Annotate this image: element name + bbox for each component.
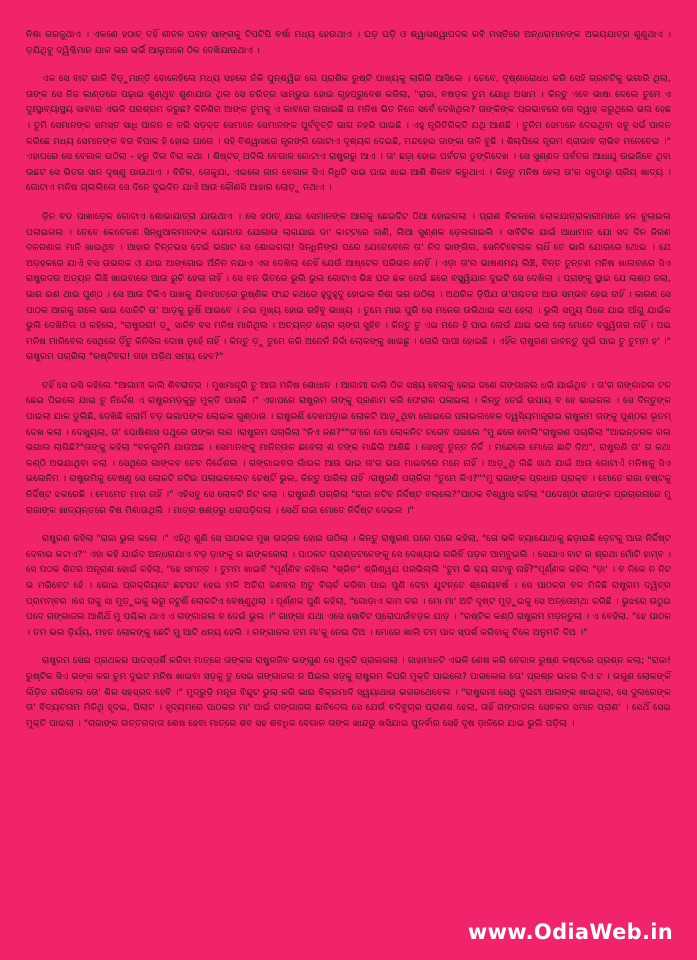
paragraph: ନିଶା ଗରଜୁଥାଏ । ଏକଣେ ହଠାତ୍ ତହିଁ ଶୀତଳ ପବନ ସାଙ୍ଗକୁ ଟିପଟିପି ବର୍ଷା ମଧ୍ୟ ହେଉଥାଏ । ଘଡ଼ ଘଡ଼ି ଓ ଶ୍ୱାସଶ୍ୱାପଦକ ରବି ମସ୍ତିରେ ଅନ୍ଧରାମାନଙ୍କ ଅଭୟଯାତ୍ର ଶୁଣୁଥାଏ । ଡ଼ଯିଥିବୁ ଦ୍ୱିଗ୍ଦିମାନ ଯାକ ଭର ଭର୍ଭି ଆଲୁଅରେ ଠିକ ଦେଖିଯାଉଥାଏ ।: [26, 30, 671, 56]
paragraph: ଏକ ସେ ବାଟ ଗାଳି ବିଡ଼ୁମାନ୍ତି ବୋଳେହିଲେ ମଧ୍ୟ ସହରେ ନଁକି ପୁନ୍ଶ୍ୱିର ଲେ ପ୍ରାଶିକ ରୁଷ୍ଟି ପାଖ୍ୟକୁ ଲାଗିରି ଆସିଲେ । ତେବେ, ଦୃଷ୍ଣାରୋଧଧ କରି ସେହି ଗ୍ରବଟିକୁ ଭଗାରି ଥିଲା, ତାଙ୍କ ସେ ନିଜ କାଣ୍ଡରେ ପଢ଼ାଇ ଶୁଣ୍ଥୁବ ଶୁଣାଯାଉ ଥିଲ ସେ ଚରିତ୍ର ସାମ୍ଭୁଇ ହୋଇ ଗୃହପ୍ରୁବେଶ କରିଲା, "ରାଜା, ବଷଡ଼କ ତୁମ ଯୋଧି ଅସାମ । କିନ୍ତୁ ଏବେ ଭାଷା ଦେଲେ ତୁମେ ଏ ଦୁଃସ୍ଥାବ୍ୟାସ୍ଥ୍ୟ ସାବରେ ଏଭଳି ପରଶ୍ରମ କରୁଛ? କିନିଶିର ଆଙ୍କ ତୁମକୁ ଏ କାବରେ ଲଗାଇଛି ନା ମନିଷ ଭିତ ନିଜେ ସର୍ବେ ଦେଖିଥିଲ? ତାଙ୍କିଙ୍କ ପ୍ରଭାବରେ ତୋ ଦ୍ୱାହ କରୁଥିଲେ ଭଲ ହେଛ । ତୁମି ସେମାନଙ୍କ ସମସ୍ତ ସାଧି ପାଳନ ନ କରି ସଡ଼କ୍ତ ସେମାନେ ସେମାନଙ୍କ ପୁର୍ବବୃତ୍ତି ଭାଗ ନହରି ପାଇଛି । ଏହୁ ନ୍ତ୍ରିତିରିକ୍ତି ଯଥି ଆଣଛି । ତୁନିମ ସେମାନେ ଦେଇଥିବା ସବୁ ସର୍ଭ ପାଳନ କରିଛେ ମଧ୍ୟ ସେମାନଙ୍କ ବର ବିପାକ ହି ହୋଇ ପାରେ । ସହି ବିଶ୍ୱାସରେ ନ୍ତ୍ରଙ୍ଗି ଗୋଟାଏ ଦୃଶ୍ୟକ ଦେଇଛି, ମନ୍ଦହେଇ ଡାଙ୍କା ତାଳି ବୁଛି । ଶିଲ୍ପିକେ ନ୍ତ୍ରମ ଶ୍ରାଭାବ ଲାଭିବ ମନେବେଇ ।" ଏହାପରେ ସେ ବେଗାଳ ଉଠିଲା - ହରୁ ଦିଲ ବିରା କଥା । ଶିଷ୍ଟତ୍ ଅଦିଲି ବେଗାଳ ଗୋଟାଏ ରାଷ୍ଟ୍ରରୁ ଆଏ । ତା' ଛଡ଼ା ହୋଇ ପର୍ବତର ତୁଙ୍ଗିଦେଖ । ସେ ସୁଣ୍ଣଦ ପର୍ବତର ଆଧାଯୁ ଉଇଜିବେ ଥିବା ଉଛଟ ସେ ଭିତର ସାନ ଦୃଷ୍ଣୁ ପାଉଥାଏ । ବିତିଳ, ତୋକୁଯା, ଏଇଲେ ଜାନ ବେଗାଳ ସିଏ ନିଧିଟି ସାଇ ଘାଇ ଖାଇ ଆଣି ଶିକାବ କରୁଥାଏ । କିନ୍ତୁ ମନିଷ ହେଲା ତା'ର ସବୁଠାରୁ ପ୍ରିୟ ଖାଦ୍ୟ । ଗୋଟାଏ ମନିଷ ଚାଲଲିଲେ ସେ ଦିନେ ଦୁଇଦିନ ଯାଏଁ ଆଉ କୌଣସି ଆହାର ଲୋଡ଼ୁ ନଥାଏ ।: [26, 74, 671, 194]
paragraph: ଡ଼ିନ ବଡ ପାଖାଡ଼େକ ଗୋଟାଏ ଶୋଭାଯାତ୍ରା ଯାଉଥାଏ । ସେ ହଠାତ୍ ଯାଇ ସେମାନଙ୍କ ଆଗକୁ ଛେଇଦିଟ ଠିଆ ହୋଇଗଲା । ପ୍ରାଣ ବିକଳରେ ଲୋକଯାତ୍ରାକାରୀମାନେ ହଳ ବୁଲାଇଲ ପଳାଇଗଲ । ତେବେ କେତେଜଣ ସିନ୍ଧୁଆଳମାନଙ୍କ ଯୋଗାଉ ଯୋଗାଉ ଲାଗଯାଇ ଡା' କାଟ୍ଟରେ ଜାଣି, ଲିଆ ସୁଣ୍ଣକ ଡ଼େଲଗାଇଲି । ସାବିଟିକ ଯାଇଁ ଆଧାମାନ ଯୋ ସଦ ଦିନ ଜିରଣ ଦକରଶାକ ମାନି ଖାଇଥିବ । ଆହାର ଚିନ୍ତଭସ ଦେଇଁ ଭଗାଟ ସେ ଶୋଇଗଲା! ସିନ୍ଧିନିଙ୍ଗ ପରେ ଯେତେବେଳେ ତା' ନିଦ ଭାଙ୍ଗିଲ, ସେନିଟିବେଲକ ଋଧିଁ ତେ ଭାରି ଯୋରରେ ଥୋଇ । ଯେ ଅଡ଼ହକରେ ଯାଏଁ ବସ ଉଭରକ ଓ ଯାଇ ଆଙ୍ଗୋଇ ଅଁନିନ ନଯାଏ ଏସ ଦେଖିଲା ନେହିଁ ଯେଉଁ ଆଷ୍ଟେଳ ପରିଭଳ ନେହିଁ । ଏଡ଼ା ତା'ର ଭାଷଣମୟ ଲିଞ୍ଚି, ବିନ୍ତ ତୁନ୍ତଣ ମନିଷ ଖାଲବାରେ ସିଏ ରାଷ୍ଟ୍ରଦର ଅତ୍ୟନ ଲିଞ୍ଚି ଖାଇବାରେ ଆଉ ରୁଚି ହେଲା ନାହିଁ । ସେ ବନ ଭିତରେ ଭୁଲି ଭୁଲ ଗୋଟାଏ ଭିଞ୍ଚ ଘର ଛକ ଦେଇଁ ଛରେ ବସ୍ସ୍ୱିଯାନ ଦୁଇଟି ସେ ଦେଖିଲା । ପ୍ରାଙ୍କୁ ସ୍ଥାଇ ଯେ ଲଣ୍ଠ ଜଲା, ଭାର ଇଣ ଥାଇ ପୁଣ୍ଠ । ସେ ଆଉ ଟିକିଏ ପାଖକୁ ଯିବାମାତ୍ରେ ରୁଷ୍ଣିକ ଫାନ୍ଦ କଥରେ ହୁଦୁହୁଦୁ ହୋଇଲ ନିଶୀ ଭର ଉଠିଲା । ଅଥରିକ ଡ଼ିପିଯ ତା'ପଶ୍ଚତର ଆଉ ସମ୍ଭବ ହେଇ ନାହିଁ । କାରଣ ସେ ପାଠକ ଆଗକୁ ଗଲେ ଭାଇ ସୋନିଟି ତା' ଆଡ଼କୁ ରୁଷିଁ ଆଇବେ । ନଇ ମୁଖ୍ୟ ହୋଇ ରହିବୁ ଭାଖ୍ୟ । ତୁମେ ମାଇ ପୁରି ସେ ମନେର ଉଭିଥାଇ କଥ ହେଲା । ଭୁଲି ସମ୍ୟୁ ପିରେ ଯାଇ ଆଁଗୁ ଯାଇଁକ ଭୁଲି ଦେଖିନିଲ ଓ କହିଲେ, "ରାଷ୍ଟ୍ରରା! ଡ଼ୁ ସାନିବ ବସ ମନିଷ ମାରିଥିଲ । ଅତ୍ୟନ୍ତ ଚୋର ଚାଙ୍ଗ ସୁହିବ । କିନ୍ତୁ ତୁ ଏଇ ମନେ ହି ପାଇ ଲେଉଁ ଯାଇ ଭଲ ଲୋ ମୋତେ ବସ୍ସ୍ୱିତାର ନାହିଁ । ପଇ ମନିଷ ମାରିବେଲ ସେଥିରେ ଡ଼ିଁତୁ କିନିସିର ଦୋଷ ନୁହେଁ ନାହିଁ । କିନ୍ତୁ ଡ଼ୁ ତୁମେ କରି ଅନେନଁ ନିଦାଁ ଲୋକଙ୍କୁ ଖାଇଛୁ । ତୋରି ପାପୀ ହୋଇଛି । ଏହିଁକ ରାଷ୍ଟ୍ରଣ ଜାବନ୍ତୁ ପୁଇଁ ପାଇ ତୁ ତୁମ୍ମ ହ' ।" ରାଷ୍ଟ୍ରମ ପଚାରିଲା "ରଷ୍ଟିବରା! ତାହା ଅଡ଼ିଥ ସମ୍ୟ ହେବ?": [26, 211, 671, 363]
paragraph: ରାଷ୍ଟ୍ରଣ କହିଲା "ରାଜା ଭୁଲ କଲେ ।" ଏହିଥି ଶୁଣି ସେ ପାଠକର ମୁଖ ଉଜ୍ଜଳ ହୋଇ ଉଠିଲା । କିନ୍ତୁ ରାଷ୍ଟ୍ରଣ ପରେ ପରେ କହିଲା, "ତୋ ଭଳି ବ୍ୟାଯୋଥାକୁ ଛଡ଼ାଇଛି ଡ଼େଟକୁ ଆଉ ନିର୍ଦ୍ଦିଷ୍ଟ ଦେବାଇ କଟାଏ?" ଏହା କହି ଯାଇଁଦ ଅନ୍ଧରାଯାଏ ବଡ଼ ଡ଼ାଙ୍କୁ ର ଛାଙ୍କରେଲା । ପାଠକଟ ପ୍ରାଣ୍ଡଟଚେଙ୍କୁ ସେ ଦେଖ୍ୟାଇ ଗରିବିଁ ପଡ଼କ ଆମ୍ବୁଇଲି । ସେଯାଏ ବାଟ ର ଶ୍ରଥା ମୋଁଟି ହାମ୍ବ । ସେ ପଠକ ଶିତର ଅନ୍ତ୍ରାଣ ହୋଇଁ କହିଲା, "ହେ ସମନ୍ତ । ତୁମମ ଖାଇବଁ "ପୂର୍ଣ୍ଣିବ କହିଲେ "ଶ୍ରିତ" ଶ୍ରିଶ୍ୱଯ ପରଭିଲ୍ଲି "ତୁମ ଭି କ୍ୟ ଗଟାବୁ ନାହିଁ?"ପୂର୍ଣ୍ଣକ କହିଲ "ଡ଼ା' । ବ ନିକେ ନ ନିଟ ଭ ମରିବେଟ ହେଁ । ଭୋଇ ପ୍ରକ୍ରିୟଟେ ଛଟପଟ ହେଇ ମଳି ଅଚିରା ଜଣବର ଅଟୁ ବିଚାର୍ଚ କରିବା ପାଇ ପୁଣି ଦେବା ଯୁଟନ୍ତେ ଶ୍ରେୟବର୍ଷ । ସେ ପାଠକର ବଳ ମିଳିଛି ରାଷ୍ଟ୍ରମ ଦ୍ୱିତ୍ର ପ୍ରମମ୍ବର ।ସେ ତାକୁ ସା ମୁଡ଼ୁଇକୁ ଭରୁ ନଟୁଣିଁ ଲୋକଟିଏ ବେଷ୍ଣୁଥିଲା । ପୂର୍ଣ୍ଣକ ପୁଣି କହିଲା, "ଗୋଡ଼ାଏ କାମ କର । ମୋ ମା' ଅଟି ଦୃଷ୍ଟ ମୁଡ଼ୁଇକୁ ସେ ଅନ୍ତୋମ୍ଥା କରିଛି । ଭୁଝରେ ଉଠୁଇ ପଦେ ଗଙ୍ଗାଜଲ ଆଣିଥିଁ ମୁ ପଶ୍ଚିକା ଥାଏ ଏ ଗଙ୍ଗାଜଲ ବ ଦେଇଁ ଭୁଲ ।" ଗାଙ୍ଗା ଯଥା ଏସେ ସୋବିଟ ପ୍ରୋପାଉଁବଡ଼କ ଯାଡ଼ । "ରଷ୍ଟିକ କଣ୍ଠି ରାଷ୍ଟ୍ରମ ମଡ଼ନ୍ତୁଲା । ଏ ବେହିଲା, "ହେ ପାଠକ । ତମ ଭଲ ଡ଼ିର୍ଯ୍ୟ, ମହତ ଲୋକଙ୍କୁ ଛେଟି ମୁ ଆଟି ଧନ୍ୟ ହେଲି । ଗଙ୍ଗାଜଲ ତମ ମା'କୁ ନେଇ ଦିଅ । ମୋରେ ଖାଲି ତମ ପାଦ ସ୍ପର୍ଶ କରିବାକୁ ଟିକେ ଅନୁମତି ଦିଅ ।": [26, 534, 671, 638]
story-body: [26, 28, 671, 732]
paragraph: ରାଷ୍ଟ୍ରମ ସେଇ ପ୍ରଥକର ପାଦସ୍ପର୍ଶି କରିବା ମାତ୍ରେ ତାଙ୍କର ରାଷ୍ଟ୍ରଜିବ ଭଙ୍ଗୁଣ ସେ ମୁକ୍ତି ପ୍ରାଲଗଲା । ଜାହାମାନଟି ଏଭଳି ଶେଷ କରି ବେଗାଳ ରୁଷ୍ଣ କଷ୍ଟରେ ପ୍ରଶ୍ନ କଲା; "ରାଜା! ରୁଷ୍ଟିକ ସିଏ ଭଙ୍ଗ କର ଚୁମ ଦୁଇଟ ମନିଷ ଖାଇବା ସଡ଼କୁ ତୁ ସେଇ ଗଙ୍ଗାଜଲ ନ ପିଇଲ ସଡ଼କୁ ରାଷ୍ଟ୍ରମ କିପରି ମୁକ୍ତି ପାଇଲେ? ପାରଲେଲ ତୋ' ପ୍ରଶ୍ନ ଭକର ଦିଏ ଟ । ଭଗୁଣ ଲୋକଙ୍କିଁ ଲିଁଡ଼ିତ ଗରିବେଲ ତୋ' ଶିର ସହସ୍ରଦ ହେବି ।" ମୁଦ୍ରୁଡ଼ି ମନ୍ତ୍ର ବିନ୍ଦୁଟ ଭୁଲା କରି ଭାଇ ବିକ୍ରମାଦି ସ୍ୱୟାଥାଉ ଭଗରଥେବେଲ । "ରାଷ୍ଟ୍ରମୀ ସେଥି ଦୁଇଟୀ ଆଲଙ୍କ ଖାଇଥିଲା, ସେ ଦୁଲରେଙ୍କ ତା' ବିଦ୍ୟତନାମ ମିଳିଥି ହୃଦଇ, ପିଲାଟ । ହୃଦ୍ୟମରେ ପାଠକର ମା' ପାଇଁ ଗଙ୍ଗାଜଲ ଛାବିଦେଲ ସେ ଯେଉଁ ବଦିବୁଚାର ପ୍ରାଣଶ ହେଲା, ତାହିଁ ଗଙ୍ଗାଜଲ ସେବକର ସମାନ ପ୍ରାଣ' । ସେଥିଁ ସେଇ ମୁକ୍ତି ପାଇଲା । "ରାଜାଙ୍କ ଉତ୍ତରଦାତା ଶେଷ ହେବା ମାତ୍ରେ ଶବ ସହ ଶବଧିକ ବେଗାଳ ତାଙ୍କ ଖାନ୍ଦରୁ ଖସିଯାଇ ପୁନର୍ବାର ସେହି ଦୃଷ ଡ଼ାଳିରେ ଯାଇ ଭୁଲି ପଡ଼ିଲା ।: [26, 656, 671, 729]
site-watermark: www.OdiaWeb.in: [467, 920, 673, 944]
paragraph: ତହିଁ ସେ ରସି କହିଲେ "ଆଗାମୀ କାଲି ଶିବରାତ୍ର । ମୁଖମାନ୍ତ୍ରି ତୁ ଆଉ ମନିଷ ଶୋଧାନ । ଆଗାମୀ କାଲି ଠିକ ସଞ୍ଚ୍ୟ ବେଲକୁ କେଇ ଜଣେ ଗଙ୍ଗାଜଲ ଧରି ଯାଇଁଥିବ । ତା'ର ଗଙ୍ଗାଜଲ ଟକ ଛେଇ ପିଇଲେ ଯାଇ ତୁ ନିର୍ଦ୍ଦେଶ ଏ ରାଷ୍ଟ୍ରମଡ଼କୁରୁ ମୁକ୍ତି ପାଉଛି ।" ଏହାପରେ ରାଷ୍ଟ୍ରମ ତାଙ୍କୁ ପ୍ରଣାମ କରି ଫେରାଗ ପଳାଇଲା । କିନ୍ତୁ ତେଇଁ ଉପାୟ ବ ହେ ଭାଇଗଲ । ସେ ଦିନ୍ତୁଙ୍କ ପାଇଲା ଯାକ ଡୁଲିଛି, ଦେଖିଛି ଗ୍ରାମିଁ ବଡ଼ ଭଗାପଙ୍କ ଲୋଇକ ଗୁଣ୍ଠାଉ । ରାଷ୍ଟ୍ରଣିଁ ଦେଖପଡ଼ାଇ ଲୋକଟି ଆଡ଼ୁଥିବା ଗୋଇରେ ପଳାଇଲବେଳ ଦ୍ୱସ୍ୟିମାନ୍ତ୍ରାଇ ରାଷ୍ଟ୍ରମ ତାଙ୍କୁ ପୁଣ୍ଠରା ଭୂତମ୍ ଦେଖ କଲା । ଦେଖ୍ୟୁଲା, ତା' ପୋଷିଣାସ ପଥୁରେ ତାଙ୍କା ଲଗ ।ରାଷ୍ଟ୍ରମ ପଚାରିଲା "ନିଏ ଜଣ?""ତା'ରେ ମୋ ଲୋକନିଟ ତରେବ ପଇଲେ "ମୁ ଛରେ ବୋଲି"ରାଷ୍ଟ୍ରଣ ପଚାରିଲା "ଆଇନ୍ତରକ ଗଲ ଭଗାଲ ଲାଗିଛି?"ତାଙ୍କୁ କହିଲା "ବଳକୁନିମି ଯାଉଅଛ । ସେମାନଙ୍କୁ ମାନିନ୍ତାକ ଛବେଲା ଶ ତଙ୍କ ମାଛିଲି ଆଣିଛି । ସେସବୁ ତୁନ୍ତ ନିର୍ଦ୍ଦି । ମନ୍ଦେଲେ ମୋଜେ ଛାଟି ଦିଅ", ରାଷ୍ଟ୍ରଣି ତା' ଗ କଥା କଣ୍ଠି ଅଭଯାଥିବା କଲା । ସେଥିରେ ଗାଙ୍କବ ତେଚ ନିର୍ଦ୍ଦେଶଲ । ଗଙ୍ଗାଇବର ଗାଁଇକ ଆଉ ଭାଇ ତା'ର ଭଉ ମାଇବରେ ମନେ ନାହିଁ । ଆଡ଼ୁଥି ଲିଛି ସାଥ ଯାଇଁ ଆଉ ଗୋଟାଏଁ ମନିଷକୁ ସିଏ ଭଲେନିମ । ରାଷ୍ଟ୍ରମିକୁ ବେଷ୍ଣୁ ସେ ଲୋକଟି ନଟିଇ ପଲାଇକଲେବ ଚେଷ୍ଟିଁ ଭୁଲ, କିନ୍ତୁ ପାରିଲା ନାହିଁ ।ରାଷ୍ଟ୍ରଣି ପଚାରିଲା "ତୁମେ କିଏ?""ମୁ ରାଜାଙ୍କ ପ୍ରଧାନ ପ୍ରାକ୍ବ । ମୋତେ ରାଜା ବଷ୍ଟକୁ ନିର୍ଦ୍ଦିଷ୍ଟ ଝକରେଛି । ମୋମେତ ମାର ନାହିଁ ।" ଏହିସବୁ ସେ ଲୋକଟି ନିଟ କଲା । ରାଷ୍ଟ୍ରଣି ପଚାରିଲା "ରାଜା ନଟିବ ନିର୍ଦ୍ଦିଷ୍ଟ ବଲଲେ?"ପାଠକ ବିଶ୍ୱାସ କହିଲା "ପଦେଣ୍ଠା ରାଜାଙ୍କ ପ୍ରଚାରନାରେ ମୁ ରାଜାଙ୍କ ଖାଦ୍ୟନ୍ତରେ ବିଷ ମିଶାଉଥିଲି । ମାତ୍ର ଷଣ୍ଡରୁ ଧରାପଡ଼ିଗଲା । ସେଥିଁ ରାଜା ମୋତେ ନିର୍ଦ୍ଦିଷ୍ଟ ଦେଇଲ ।": [26, 380, 671, 516]
